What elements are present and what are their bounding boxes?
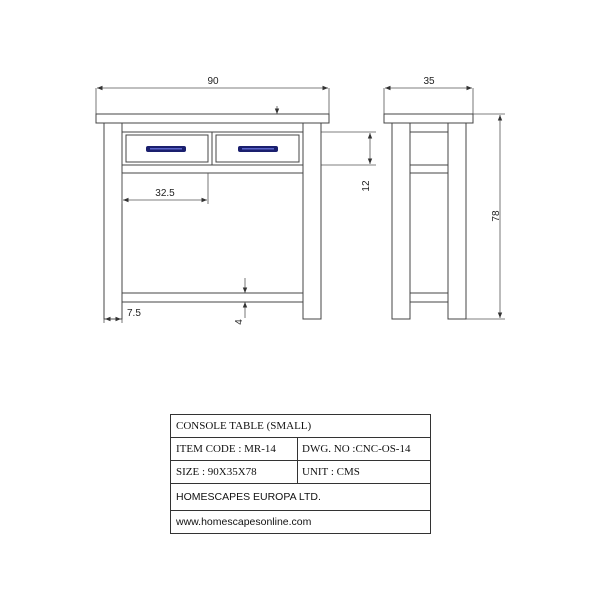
side-bottom-shelf bbox=[410, 293, 448, 302]
front-table-top bbox=[96, 114, 329, 123]
bottom-shelf-label: 4 bbox=[234, 319, 245, 325]
side-table-top bbox=[384, 114, 473, 123]
product-title: CONSOLE TABLE (SMALL) bbox=[176, 420, 312, 432]
front-view bbox=[96, 76, 376, 325]
unit-value: UNIT : CMS bbox=[302, 466, 360, 478]
item-code: ITEM CODE : MR-14 bbox=[176, 443, 276, 455]
side-left-leg bbox=[392, 123, 410, 319]
title-block bbox=[170, 414, 431, 534]
left-handle-highlight bbox=[150, 148, 182, 150]
website-link[interactable]: www.homescapesonline.com bbox=[176, 516, 312, 528]
code-row bbox=[171, 438, 430, 461]
drawer-width-label: 32.5 bbox=[155, 188, 175, 199]
right-handle-highlight bbox=[242, 148, 274, 150]
front-bottom-shelf bbox=[122, 293, 303, 302]
website-row bbox=[171, 511, 430, 533]
leg-width-label: 7.5 bbox=[127, 308, 141, 319]
side-view bbox=[384, 76, 505, 319]
depth-dimension-label: 35 bbox=[423, 76, 435, 87]
width-dimension-label: 90 bbox=[207, 76, 219, 87]
drawing-number: DWG. NO :CNC-OS-14 bbox=[302, 443, 411, 455]
front-right-leg bbox=[303, 123, 321, 319]
size-value: SIZE : 90X35X78 bbox=[176, 466, 257, 478]
height-dimension-label: 78 bbox=[491, 210, 502, 222]
size-row bbox=[171, 461, 430, 484]
company-name: HOMESCAPES EUROPA LTD. bbox=[176, 491, 321, 503]
drawer-height-label: 12 bbox=[361, 180, 372, 192]
title-row bbox=[171, 415, 430, 438]
front-left-leg bbox=[104, 123, 122, 319]
side-right-leg bbox=[448, 123, 466, 319]
company-row bbox=[171, 484, 430, 511]
